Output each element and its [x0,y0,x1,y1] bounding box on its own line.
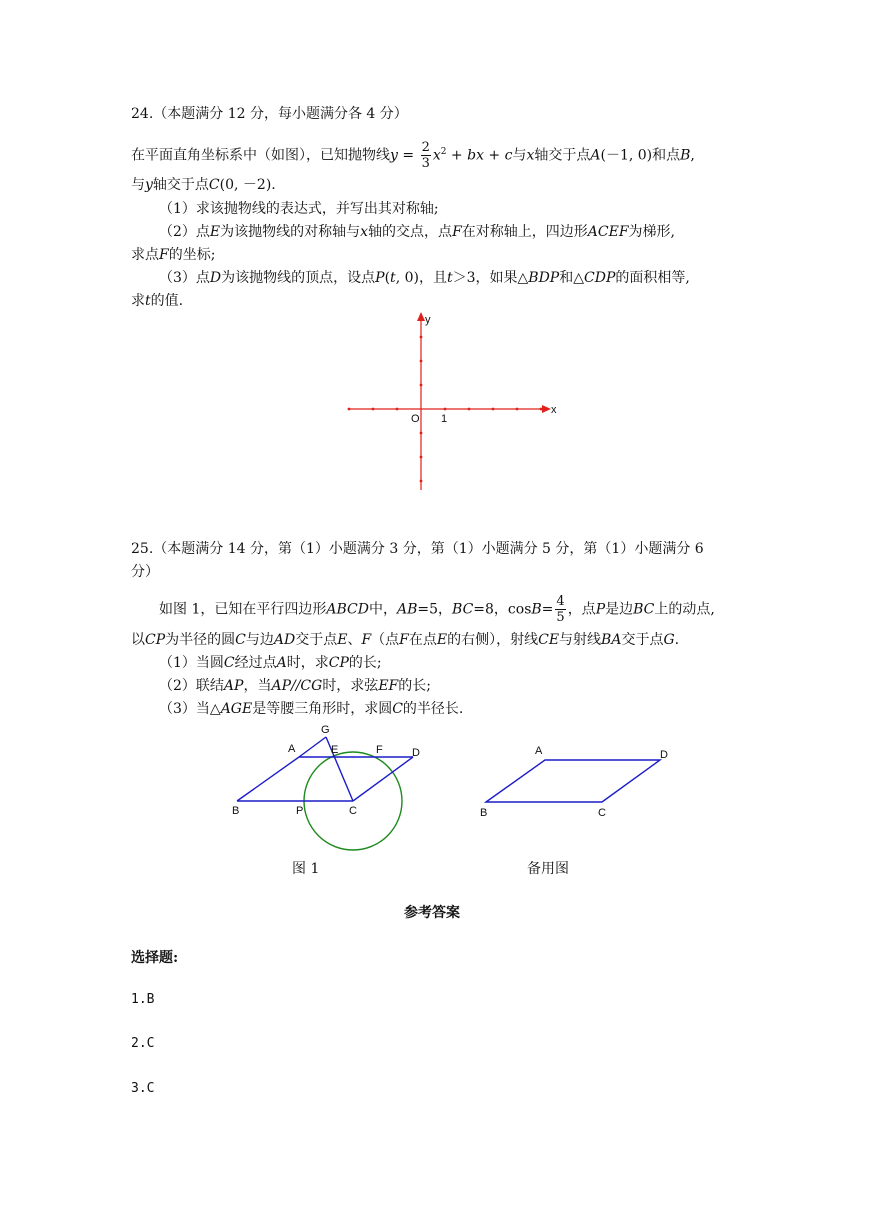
answer-item: 2.C [131,1036,155,1051]
x-axis-label: x [551,404,557,416]
answer-item: 3.C [131,1081,155,1096]
eq-equals: = [397,147,419,164]
x-tick-dot [444,408,447,411]
q24-part2 [159,222,675,242]
label-G: G [321,724,330,736]
x-tick-dot [348,408,351,411]
tri-BDP: BDP [528,270,560,286]
t: 和△ [559,270,585,286]
t: 的面积相等, [615,270,690,286]
point-E: E [209,224,221,240]
point-F: F [452,224,462,240]
point-A: A [590,147,601,164]
label-B: B [480,807,488,819]
label-P: P [296,805,304,817]
t: 是边 [605,601,634,618]
q24-line2-mid: 轴交于点 [152,177,209,193]
t: 是等腰三角形时，求圆 [252,701,393,717]
q24-axes-figure [345,310,565,495]
point-F: F [399,632,409,648]
y-tick-dot [420,384,423,387]
t: 在点 [408,632,437,648]
cos-fraction [555,594,565,625]
eq-fraction [421,140,431,171]
eq-y: y [390,147,398,164]
t: （3）点 [159,270,210,286]
var-t: t [145,293,151,309]
eq-exponent: 2 [440,146,447,157]
q24-line1 [131,140,695,171]
seg-AP: AP [223,678,244,694]
cos-denominator: 5 [556,610,565,625]
t: 如图 1，已知在平行四边形 [159,601,327,618]
point-P: P [375,270,385,286]
y-tick-dot [420,336,423,339]
q25-figure-2 [472,740,682,820]
t: （1）当圆 [159,655,224,671]
x-tick-dot [372,408,375,411]
t: （2）联结 [159,678,224,694]
figure-2-caption: 备用图 [527,861,569,877]
t: 时，求 [286,655,329,671]
q25-part3 [159,699,463,719]
label-C: C [349,805,357,817]
x-tick-dot [540,408,543,411]
y-tick-dot [420,456,423,459]
q25-figure-1 [225,720,425,852]
figure-1-caption: 图 1 [292,861,320,877]
seg-AD: AD [273,632,296,648]
t: 的右侧），射线 [447,632,539,648]
seg-BC: BC [633,601,655,618]
t: 上的动点, [654,601,715,618]
y-tick-dot [420,432,423,435]
var-t: t [390,270,396,286]
q25-line2 [131,630,679,650]
eq-x: x [432,147,441,164]
t: 中， [368,601,397,618]
q24-part3 [159,268,690,288]
ray-CE: CE [538,632,560,648]
t: 时，求弦 [322,678,379,694]
point-E: E [337,632,348,648]
t: 以 [131,632,145,648]
eq-denominator: 3 [421,156,430,171]
q25-header: 25.（本题满分 14 分，第（1）小题满分 3 分，第（1）小题满分 5 分，第（1）小题满分 6 [131,541,704,557]
q25-part2 [159,676,431,696]
point-D: D [209,270,222,286]
t: ＞3，如果△ [452,270,529,286]
x-axis-arrow-icon [542,405,551,413]
point-B: B [680,147,691,164]
seg-BC: BC [452,601,474,618]
x-tick-dot [492,408,495,411]
t: = [541,601,554,618]
answers-title: 参考答案 [404,905,460,921]
seg-CP: CP [328,655,349,671]
t: =8，cos [473,601,532,618]
point-A: A [276,655,287,671]
t: 求 [131,293,145,309]
label-F: F [376,744,383,756]
q24-line1-mid: 与 [512,147,527,164]
t: . [674,632,680,648]
q24-line1-mid2: 轴交于点 [534,147,591,164]
t: 的坐标; [168,247,216,263]
y-axis-label: y [425,314,431,326]
t: （3）当△ [159,701,221,717]
t: 为半径的圆 [165,632,236,648]
label-E: E [331,744,339,756]
answer-item: 1.B [131,992,155,1007]
q25-header-line2: 分） [131,564,159,580]
seg-CP: CP [145,632,166,648]
q24-part3-line2 [131,291,183,311]
t: 轴的交点，点 [368,224,453,240]
t: ( [384,270,391,286]
t: , 0)，且 [395,270,447,286]
y-axis-arrow-icon [417,312,425,321]
q24-line2-pre: 与 [131,177,145,193]
q24-part1: （1）求该抛物线的表达式，并写出其对称轴; [159,201,439,217]
label-B: B [232,805,240,817]
seg-AB: AB [396,601,418,618]
t: 的长; [398,678,431,694]
t: 的半径长. [402,701,464,717]
point-F: F [361,632,372,648]
q24-line1-pre: 在平面直角坐标系中（如图），已知抛物线 [131,147,390,164]
t: 在对称轴上，四边形 [461,224,588,240]
parallel-APCG: AP//CG [271,678,323,694]
point-E: E [436,632,448,648]
x-tick-dot [468,408,471,411]
q24-line1-and: 和点 [652,147,681,164]
origin-label: O [411,413,420,425]
t: ，当 [243,678,272,694]
y-tick-dot [420,480,423,483]
q24-line2 [131,175,276,195]
label-A: A [288,743,296,755]
t: 求点 [131,247,159,263]
angle-B: B [531,601,542,618]
tri-AGE: AGE [220,701,253,717]
point-C: C [208,177,220,193]
circle-C: C [223,655,235,671]
point-F: F [159,247,169,263]
y-tick-dot [420,360,423,363]
eq-tail: + bx + c [446,147,513,164]
q24-part2-line2 [131,245,215,265]
quad-ACEF: ACEF [587,224,629,240]
q24-line1-end: , [690,147,695,164]
circle-C: C [235,632,246,648]
t: 交于点 [621,632,664,648]
t: 的值. [150,293,184,309]
chord-EF: EF [378,678,399,694]
circle-C: C [392,701,403,717]
point-P: P [595,601,606,618]
q24-header: 24.（本题满分 12 分，每小题满分各 4 分） [131,106,408,122]
eq-numerator: 2 [421,140,430,155]
var-x: x [526,147,535,164]
ray-BA: BA [601,632,622,648]
t: ，点 [567,601,596,618]
segment-BA [237,757,299,801]
tick-label-1: 1 [441,413,448,425]
t: （点 [371,632,400,648]
q25-part1 [159,653,382,673]
para-ABCD: ABCD [326,601,369,618]
point-G: G [663,632,675,648]
point-C-coord: (0, －2). [219,177,276,193]
x-tick-dot [516,408,519,411]
t: 为该抛物线的顶点，设点 [221,270,376,286]
label-C: C [598,807,606,819]
parallelogram-ABCD [486,760,660,802]
var-y: y [145,177,153,193]
point-A-coord: (－1, 0) [600,147,653,164]
label-D: D [660,749,668,761]
var-x: x [360,224,369,240]
cos-numerator: 4 [556,594,565,609]
x-tick-dot [396,408,399,411]
var-t: t [446,270,453,286]
t: 与射线 [559,632,602,648]
t: 经过点 [234,655,277,671]
tri-CDP: CDP [584,270,616,286]
t: （2）点 [159,224,210,240]
segment-CD [353,757,413,801]
t: 交于点 [295,632,338,648]
t: 为梯形, [628,224,675,240]
q25-line1 [159,594,715,625]
label-A: A [535,745,543,757]
t: =5， [417,601,453,618]
t: 、 [347,632,362,648]
label-D: D [412,747,420,759]
t: 为该抛物线的对称轴与 [220,224,361,240]
ray-BA-extension [299,737,326,757]
answers-section: 选择题: [131,950,179,966]
t: 与边 [245,632,274,648]
t: 的长; [348,655,382,671]
